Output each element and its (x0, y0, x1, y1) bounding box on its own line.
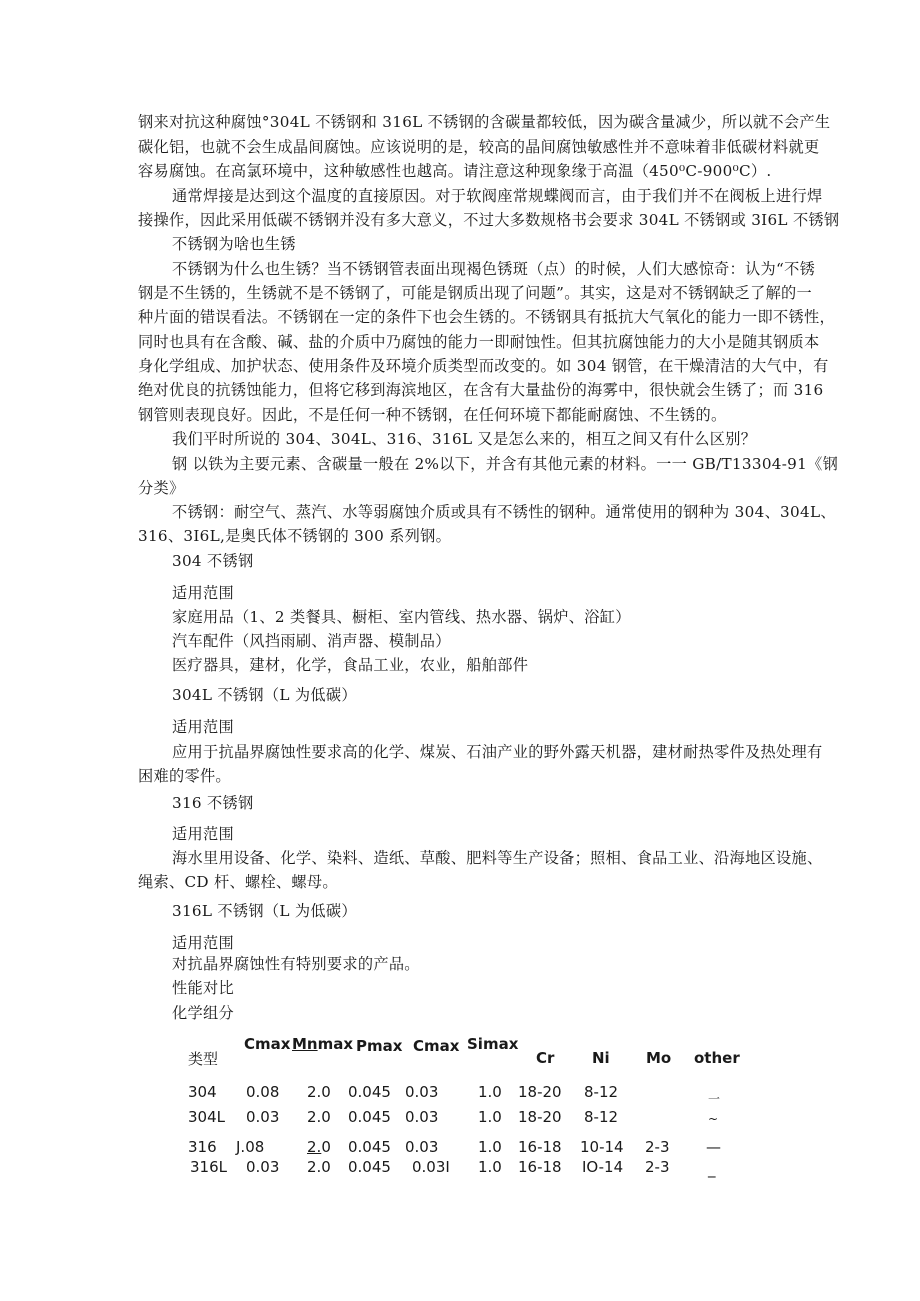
paragraph-line: 身化学组成、加护状态、使用条件及环境介质类型而改变的。如 304 钢管，在干燥清洁的大气中，有 (138, 357, 829, 375)
cell-s: 0.03 (405, 1108, 439, 1126)
cell-cr: 18-20 (518, 1108, 562, 1126)
subheading: 适用范围 (172, 718, 234, 736)
paragraph-line: 家庭用品（1、2 类餐具、橱柜、室内管线、热水器、锅炉、浴缸） (172, 608, 631, 626)
cell-c: 0.08 (246, 1083, 280, 1101)
cell-cr: 16-18 (518, 1138, 562, 1156)
cell-mn: 2.0 (307, 1158, 331, 1176)
header-mn-part: Mn (292, 1035, 318, 1053)
cell-mo: 2-3 (645, 1138, 670, 1156)
paragraph-line: 绝对优良的抗锈蚀能力，但将它移到海滨地区，在含有大量盐份的海雾中，很快就会生锈了；而 316 (138, 381, 824, 399)
cell-mo: 2-3 (645, 1158, 670, 1176)
header-ni: Ni (592, 1049, 610, 1067)
paragraph-line: 汽车配件（风挡雨刷、消声器、模制品） (172, 632, 451, 650)
header-simax: Simax (467, 1035, 519, 1053)
cell-c: 0.03 (246, 1108, 280, 1126)
paragraph-line: 钢是不生锈的，生锈就不是不锈钢了，可能是钢质出现了问题”。其实，这是对不锈钢缺乏了解的一 (138, 284, 813, 302)
cell-s: 0.03 (405, 1083, 439, 1101)
paragraph-line: 钢管则表现良好。因此，不是任何一种不锈钢，在任何环境下都能耐腐蚀、不生锈的。 (138, 406, 727, 424)
cell-type: 316L (190, 1158, 227, 1176)
cell-si: 1.0 (478, 1158, 502, 1176)
cell-cr: 18-20 (518, 1083, 562, 1101)
cell-c: J.08 (236, 1138, 265, 1156)
cell-type: 304 (188, 1083, 217, 1101)
section-heading: 304L 不锈钢（L 为低碳） (172, 686, 357, 704)
cell-other: _ (708, 1160, 716, 1178)
cell-si: 1.0 (478, 1138, 502, 1156)
cell-si: 1.0 (478, 1108, 502, 1126)
cell-ni: 10-14 (580, 1138, 624, 1156)
cell-other: ~ (708, 1112, 719, 1126)
paragraph-line: 碳化铝，也就不会生成晶间腐蚀。应该说明的是，较高的晶间腐蚀敏感性并不意味着非低碳材料就更 (138, 138, 820, 156)
paragraph-line: 困难的零件。 (138, 767, 231, 785)
header-type: 类型 (188, 1050, 219, 1068)
cell-mn: 2.0 (307, 1108, 331, 1126)
section-heading: 不锈钢为啥也生锈 (172, 235, 296, 253)
paragraph-line: 容易腐蚀。在高氯环境中，这种敏感性也越高。请注意这种现象缘于高温（450⁰C-900⁰C）. (138, 162, 772, 180)
cell-si: 1.0 (478, 1083, 502, 1101)
header-cr: Cr (536, 1049, 555, 1067)
paragraph-line: 应用于抗晶界腐蚀性要求高的化学、煤炭、石油产业的野外露天机器，建材耐热零件及热处理有 (172, 743, 823, 761)
section-heading: 316L 不锈钢（L 为低碳） (172, 902, 357, 920)
paragraph-line: 钢 以铁为主要元素、含碳量一般在 2%以下，并含有其他元素的材料。一一 GB/T13304-91《钢 (172, 455, 839, 473)
paragraph-line: 同时也具有在含酸、碱、盐的介质中乃腐蚀的能力一即耐蚀性。但其抗腐蚀能力的大小是随其钢质本 (138, 333, 820, 351)
paragraph-line: 不锈钢为什么也生锈？当不锈钢管表面出现褐色锈斑（点）的时候，人们大感惊奇：认为“不锈 (172, 260, 816, 278)
cell-mn-part: 0 (321, 1138, 331, 1156)
header-other: other (694, 1049, 740, 1067)
paragraph-line: 不锈钢：耐空气、蒸汽、水等弱腐蚀介质或具有不锈性的钢种。通常使用的钢种为 304、304L、 (172, 503, 836, 521)
cell-p: 0.045 (348, 1138, 391, 1156)
paragraph-line: 海水里用设备、化学、染料、造纸、草酸、肥料等生产设备；照相、食品工业、沿海地区设施、 (172, 849, 823, 867)
header-max-part: max (317, 1035, 354, 1053)
paragraph-line: 我们平时所说的 304、304L、316、316L 又是怎么来的，相互之间又有什么区别？ (172, 430, 757, 448)
paragraph-line: 绳索、CD 杆、螺栓、螺母。 (138, 873, 338, 891)
paragraph-line: 医疗器具，建材，化学，食品工业，农业，船舶部件 (172, 656, 529, 674)
subheading: 化学组分 (172, 1004, 234, 1022)
header-mnmax (292, 1035, 353, 1053)
cell-cr: 16-18 (518, 1158, 562, 1176)
header-mo: Mo (646, 1049, 672, 1067)
cell-mn (307, 1138, 331, 1156)
cell-p: 0.045 (348, 1158, 391, 1176)
cell-ni: IO-14 (582, 1158, 624, 1176)
cell-type: 316 (188, 1138, 217, 1156)
cell-s: 0.03 (405, 1138, 439, 1156)
header-cmax-2: Cmax (413, 1037, 460, 1055)
paragraph-line: 钢来对抗这种腐蚀°304L 不锈钢和 316L 不锈钢的含碳量都较低，因为碳含量减少，所以就不会产生 (138, 113, 831, 131)
cell-other: 一 (708, 1092, 721, 1106)
cell-ni: 8-12 (584, 1108, 619, 1126)
paragraph-line: 分类》 (138, 479, 185, 497)
paragraph-line: 对抗晶界腐蚀性有特别要求的产品。 (172, 955, 420, 973)
subheading: 性能对比 (172, 979, 234, 997)
cell-mn-part: 2. (307, 1138, 322, 1156)
cell-ni: 8-12 (584, 1083, 619, 1101)
header-cmax: Cmax (244, 1035, 291, 1053)
cell-mn: 2.0 (307, 1083, 331, 1101)
paragraph-line: 接操作，因此采用低碳不锈钢并没有多大意义，不过大多数规格书会要求 304L 不锈钢或 3I6L 不锈钢 (138, 211, 840, 229)
paragraph-line: 通常焊接是达到这个温度的直接原因。对于软阀座常规蝶阀而言，由于我们并不在阀板上进行焊 (172, 187, 823, 205)
section-heading: 304 不锈钢 (172, 552, 254, 570)
cell-c: 0.03 (246, 1158, 280, 1176)
cell-p: 0.045 (348, 1108, 391, 1126)
subheading: 适用范围 (172, 934, 234, 952)
subheading: 适用范围 (172, 825, 234, 843)
cell-s: 0.03I (412, 1158, 450, 1176)
subheading: 适用范围 (172, 584, 234, 602)
paragraph-line: 316、3I6L,是奥氏体不锈钢的 300 系列钢。 (138, 527, 452, 545)
cell-type: 304L (188, 1108, 225, 1126)
section-heading: 316 不锈钢 (172, 794, 254, 812)
cell-other: — (706, 1138, 721, 1156)
header-pmax: Pmax (356, 1037, 403, 1055)
cell-p: 0.045 (348, 1083, 391, 1101)
paragraph-line: 种片面的错误看法。不锈钢在一定的条件下也会生锈的。不锈钢具有抵抗大气氧化的能力一即不锈性， (138, 308, 835, 326)
